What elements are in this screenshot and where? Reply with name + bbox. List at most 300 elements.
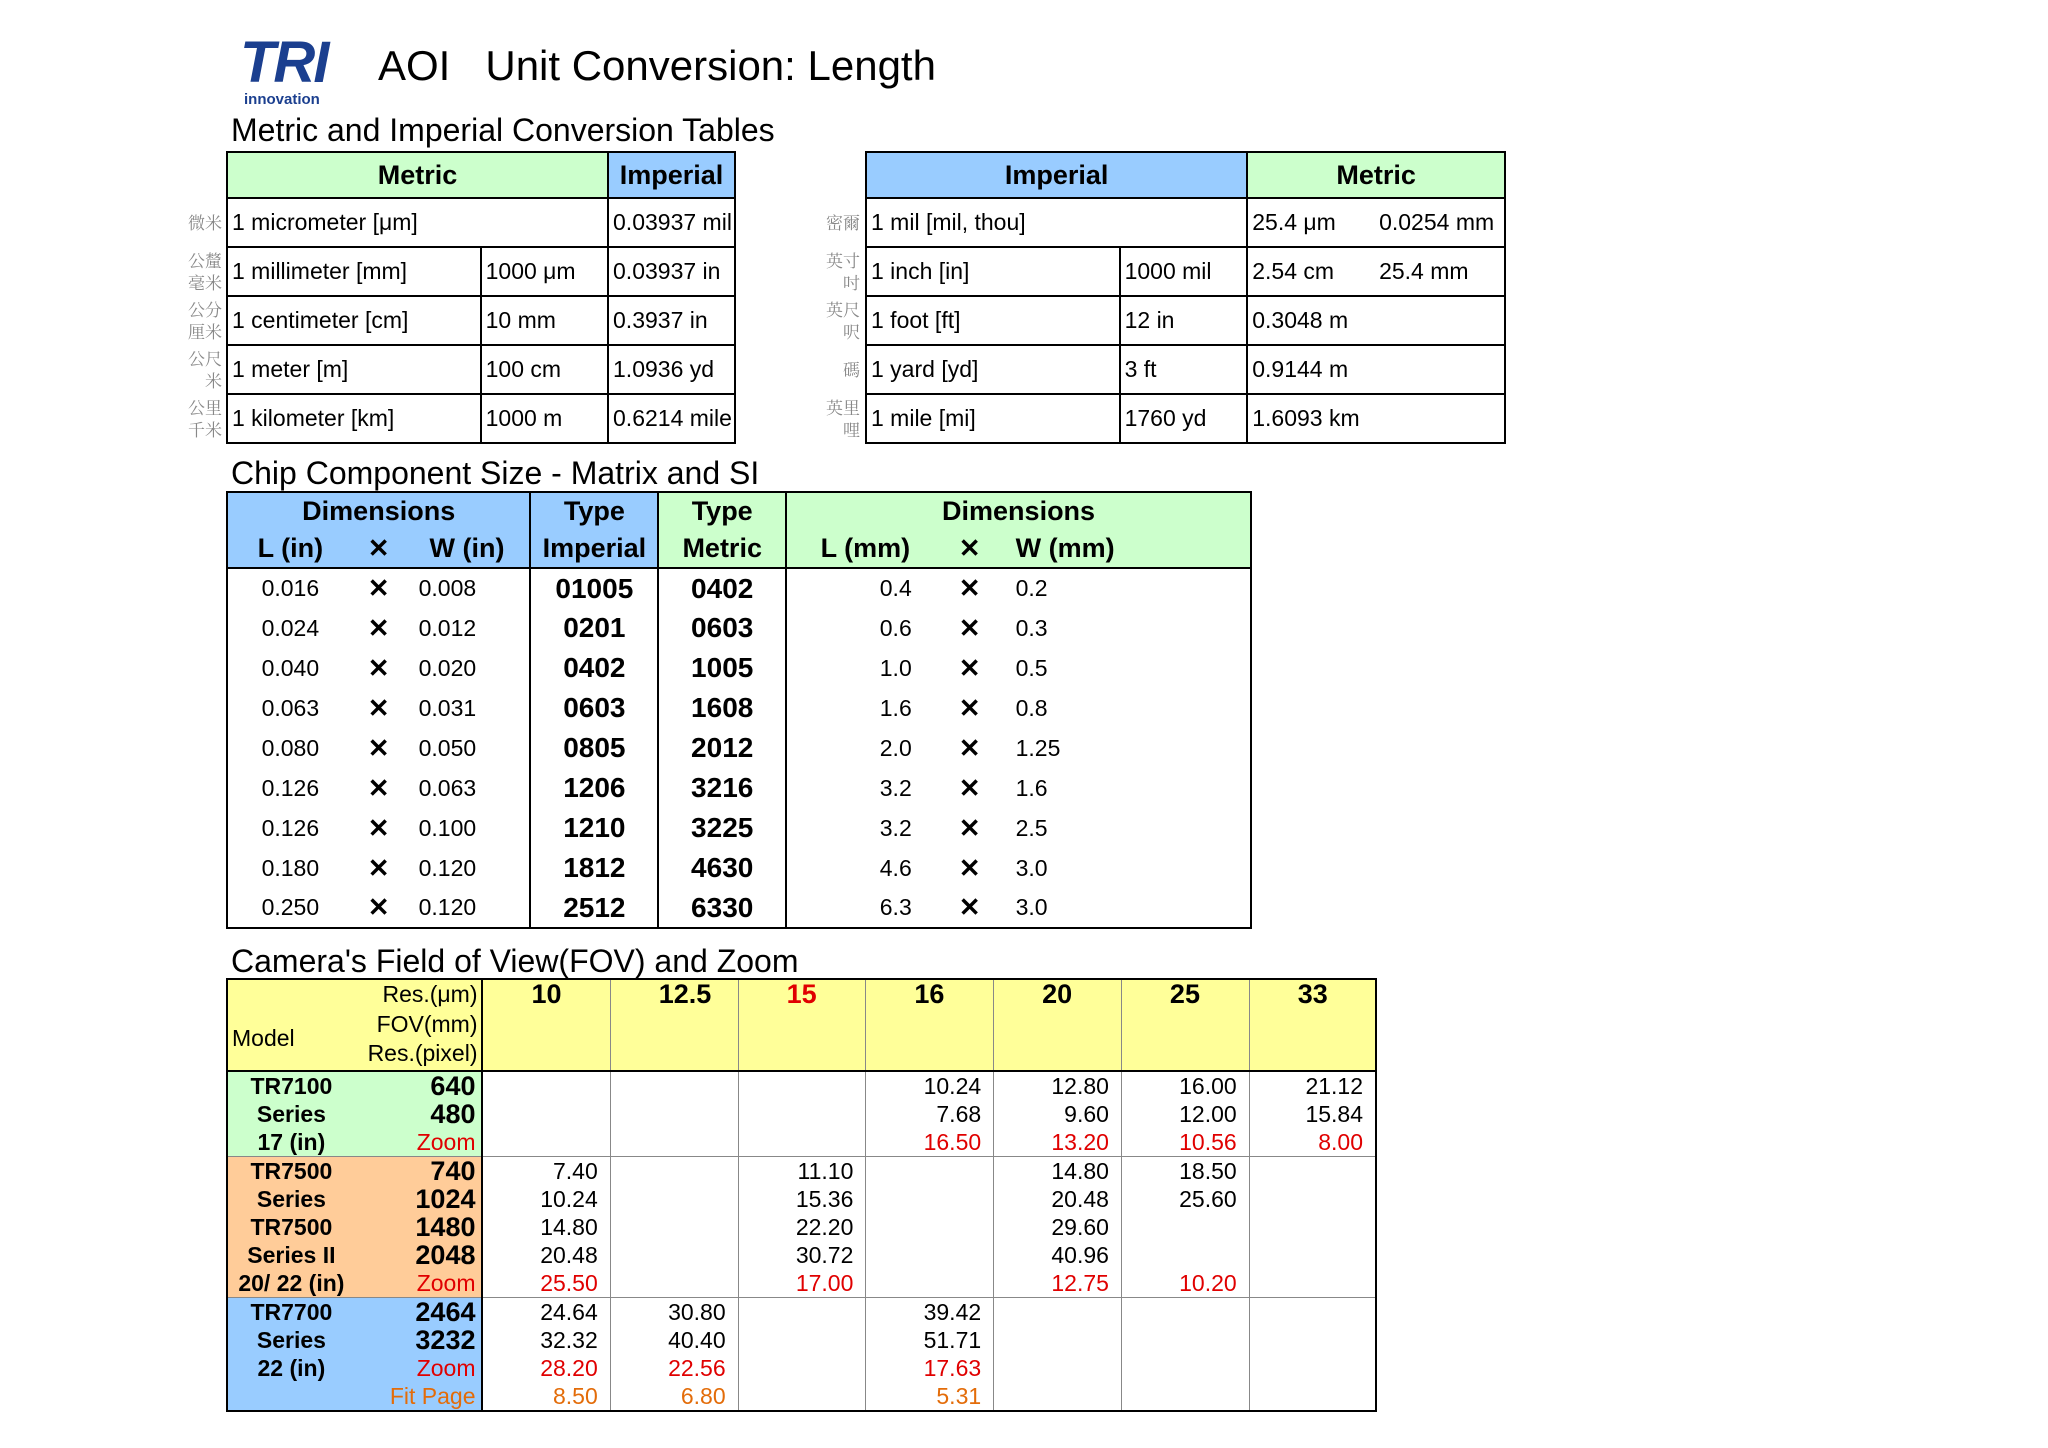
times-icon: ✕ [367, 652, 390, 683]
width-mm: 0.3 [1015, 614, 1048, 641]
fov-value [1250, 1241, 1363, 1269]
length-in: 0.080 [261, 734, 320, 761]
imperial-value: 0.3937 in [608, 296, 735, 345]
imperial-value: 0.6214 mile [608, 394, 735, 443]
chip-row [227, 648, 1251, 688]
times-icon: ✕ [944, 530, 996, 568]
type-metric: 1005 [658, 648, 786, 688]
fov-value [1250, 1326, 1363, 1354]
logo-subtext: innovation [244, 91, 320, 108]
tr7500-pixels [355, 1157, 483, 1298]
fov-cell [994, 1298, 1122, 1412]
times-icon: ✕ [367, 772, 390, 803]
header-dimensions-in: Dimensions [227, 492, 530, 530]
fov-value: 9.60 [1064, 1101, 1109, 1127]
chip-size-table [226, 491, 1252, 929]
resolution-header: 15 [738, 979, 866, 1071]
header-type-metric: Type [658, 492, 786, 530]
zoom-value [1122, 1354, 1237, 1382]
fov-value: 14.80 [540, 1214, 598, 1240]
fov-cell [994, 1071, 1122, 1157]
fov-value: 30.72 [795, 1242, 854, 1268]
header-metric: Metric [1247, 152, 1505, 198]
fov-value: 20.48 [540, 1242, 598, 1268]
header-imperial: Imperial [530, 530, 658, 568]
header-metric: Metric [658, 530, 786, 568]
fov-value: 30.80 [668, 1299, 726, 1325]
resolution-header: 20 [994, 979, 1122, 1071]
zoom-value [611, 1269, 726, 1297]
model-line: 22 (in) [257, 1355, 326, 1381]
pixel-value: 740 [430, 1156, 476, 1186]
metric-value: 0.9144 m [1247, 345, 1375, 394]
model-line: TR7100 [250, 1073, 333, 1099]
chinese-unit-label: 公里 千米 [188, 399, 222, 441]
type-imperial: 1210 [530, 808, 658, 848]
header-res-pixel: Res.(pixel) [367, 1040, 478, 1066]
chinese-unit-label: 英尺 呎 [826, 301, 860, 343]
chinese-unit-label: 密爾 [826, 214, 860, 234]
chip-row [227, 848, 1251, 888]
fov-cell [866, 1157, 994, 1298]
zoom-value: 8.00 [1318, 1129, 1363, 1155]
times-icon: ✕ [958, 892, 981, 922]
model-line: TR7500 [250, 1214, 333, 1240]
model-line: Series [256, 1186, 326, 1212]
width-mm: 1.25 [1015, 734, 1061, 761]
fov-value: 14.80 [1051, 1158, 1109, 1184]
type-metric: 3225 [658, 808, 786, 848]
fov-cell [1121, 1298, 1249, 1412]
zoom-value: 17.63 [923, 1355, 982, 1381]
imperial-equivalent: 12 in [1120, 296, 1248, 345]
length-in: 0.040 [261, 654, 320, 681]
fov-cell [866, 1071, 994, 1157]
fov-value [1250, 1298, 1363, 1326]
tr7100-model [227, 1071, 355, 1157]
fov-value [1122, 1213, 1237, 1241]
fov-value: 39.42 [923, 1299, 982, 1325]
type-metric: 2012 [658, 728, 786, 768]
zoom-value [994, 1354, 1109, 1382]
conversion-row [866, 296, 1505, 345]
pixel-value: 1024 [415, 1184, 476, 1214]
chip-row [227, 688, 1251, 728]
fov-value [1122, 1298, 1237, 1326]
conversion-row [866, 394, 1505, 443]
times-icon: ✕ [958, 652, 981, 683]
length-mm: 1.6 [786, 688, 944, 728]
metric-conversion-table [226, 151, 736, 444]
header-l-in: L (in) [227, 530, 353, 568]
zoom-value: 16.50 [923, 1129, 982, 1155]
fov-value [483, 1100, 597, 1128]
chip-row [227, 888, 1251, 928]
type-metric: 3216 [658, 768, 786, 808]
fov-value [1250, 1157, 1363, 1185]
model-line: Series [256, 1327, 326, 1353]
fov-value: 7.40 [552, 1158, 598, 1184]
metric-value-alt: 25.4 mm [1375, 247, 1505, 296]
type-imperial: 1206 [530, 768, 658, 808]
fov-value [739, 1072, 854, 1100]
zoom-value: 13.20 [1051, 1129, 1109, 1155]
length-mm: 0.4 [786, 568, 944, 608]
length-in: 0.126 [261, 774, 320, 801]
length-in: 0.126 [261, 814, 320, 841]
imperial-value: 1.0936 yd [608, 345, 735, 394]
imperial-conversion-table [865, 151, 1506, 444]
fov-value [611, 1157, 726, 1185]
chip-row [227, 568, 1251, 608]
resolution-header: 16 [866, 979, 994, 1071]
fov-value: 22.20 [795, 1214, 854, 1240]
fov-value [1250, 1213, 1363, 1241]
length-in: 0.024 [261, 614, 320, 641]
resolution-header: 25 [1121, 979, 1249, 1071]
pixel-value: Zoom [416, 1355, 476, 1381]
metric-unit: 1 millimeter [mm] [227, 247, 481, 296]
fov-value: 51.71 [923, 1327, 982, 1353]
pixel-value: 3232 [415, 1325, 476, 1355]
times-icon: ✕ [367, 852, 390, 883]
fov-value [739, 1298, 854, 1326]
chinese-unit-label: 公尺 米 [188, 350, 222, 392]
tr7100-group [227, 1071, 1376, 1157]
fov-value: 7.68 [936, 1101, 982, 1127]
width-mm: 3.0 [1015, 854, 1048, 881]
resolution-header: 33 [1249, 979, 1376, 1071]
fov-cell [1249, 1298, 1376, 1412]
metric-equivalent: 1000 μm [481, 247, 608, 296]
type-metric: 4630 [658, 848, 786, 888]
fov-value [611, 1241, 726, 1269]
length-mm: 6.3 [786, 888, 944, 928]
model-line: Series [256, 1101, 326, 1127]
times-icon: ✕ [367, 732, 390, 763]
metric-value-alt [1375, 394, 1505, 443]
length-mm: 1.0 [786, 648, 944, 688]
fit-page-value [739, 1382, 854, 1410]
fov-cell [610, 1157, 738, 1298]
width-mm: 2.5 [1015, 814, 1048, 841]
imperial-unit: 1 inch [in] [866, 247, 1120, 296]
fov-value [739, 1326, 854, 1354]
fov-header-row [227, 979, 1376, 1071]
fit-page-value [994, 1382, 1109, 1410]
fov-value: 10.24 [540, 1186, 598, 1212]
fov-cell [482, 1071, 610, 1157]
header-dimensions-mm: Dimensions [786, 492, 1251, 530]
conversion-row [227, 345, 735, 394]
metric-value: 2.54 cm [1247, 247, 1375, 296]
metric-value: 0.3048 m [1247, 296, 1375, 345]
pixel-value: 1480 [415, 1212, 476, 1242]
times-icon: ✕ [367, 892, 390, 922]
pixel-value: 480 [430, 1099, 476, 1129]
fov-value: 15.84 [1305, 1101, 1363, 1127]
imperial-value: 0.03937 mil [608, 198, 735, 247]
conversion-row [866, 247, 1505, 296]
pixel-value: Zoom [416, 1270, 476, 1296]
fov-cell [482, 1298, 610, 1412]
zoom-value: 10.56 [1179, 1129, 1237, 1155]
imperial-unit: 1 yard [yd] [866, 345, 1120, 394]
fov-value [1122, 1241, 1237, 1269]
length-mm: 3.2 [786, 768, 944, 808]
fit-page-value: 8.50 [552, 1383, 598, 1409]
metric-value-alt [1375, 345, 1505, 394]
tr7700-group [227, 1298, 1376, 1412]
fov-value: 15.36 [795, 1186, 854, 1212]
zoom-value [739, 1354, 854, 1382]
metric-value-alt [1375, 296, 1505, 345]
metric-value: 1.6093 km [1247, 394, 1375, 443]
imperial-equivalent: 1760 yd [1120, 394, 1248, 443]
header-model: Model [232, 1025, 295, 1051]
metric-section-title: Metric and Imperial Conversion Tables [231, 112, 775, 148]
type-imperial: 01005 [530, 568, 658, 608]
fov-value [1250, 1185, 1363, 1213]
type-imperial: 2512 [530, 888, 658, 928]
chinese-unit-label: 微米 [188, 214, 222, 234]
fov-value: 25.60 [1179, 1186, 1237, 1212]
fov-value [611, 1072, 726, 1100]
metric-value-alt: 0.0254 mm [1375, 198, 1505, 247]
fov-value: 24.64 [540, 1299, 598, 1325]
times-icon: ✕ [958, 692, 981, 723]
conversion-row [227, 247, 735, 296]
length-mm: 0.6 [786, 608, 944, 648]
header-w-mm: W (mm) [996, 530, 1251, 568]
fov-value: 11.10 [797, 1158, 854, 1184]
width-in: 0.012 [418, 614, 477, 641]
resolution-header: 12.5 [610, 979, 738, 1071]
fov-value: 20.48 [1051, 1186, 1109, 1212]
length-in: 0.016 [261, 575, 320, 601]
zoom-value [866, 1269, 981, 1297]
width-in: 0.100 [418, 814, 477, 841]
tr7500-model [227, 1157, 355, 1298]
fov-value [866, 1241, 981, 1269]
fov-cell [610, 1298, 738, 1412]
zoom-value: 10.20 [1179, 1270, 1237, 1296]
model-line: TR7500 [250, 1158, 333, 1184]
imperial-unit: 1 foot [ft] [866, 296, 1120, 345]
metric-unit: 1 meter [m] [227, 345, 481, 394]
header-fov-mm: FOV(mm) [376, 1011, 478, 1037]
times-icon: ✕ [958, 612, 981, 643]
zoom-value: 17.00 [795, 1270, 854, 1296]
metric-unit: 1 micrometer [μm] [227, 198, 608, 247]
zoom-value: 22.56 [668, 1355, 726, 1381]
times-icon: ✕ [958, 772, 981, 803]
fov-value: 12.00 [1179, 1101, 1237, 1127]
zoom-value [739, 1128, 854, 1156]
fov-cell [610, 1071, 738, 1157]
fov-section-title: Camera's Field of View(FOV) and Zoom [231, 943, 799, 979]
width-in: 0.031 [418, 694, 477, 721]
width-mm: 0.8 [1015, 694, 1048, 721]
pixel-value: Zoom [416, 1129, 476, 1155]
zoom-value [483, 1128, 597, 1156]
width-in: 0.050 [418, 734, 477, 761]
fov-cell [994, 1157, 1122, 1298]
chinese-unit-label: 公分 厘米 [188, 301, 222, 343]
chinese-unit-label: 英里 哩 [826, 399, 860, 441]
length-in: 0.250 [261, 894, 320, 920]
conversion-row [227, 296, 735, 345]
chip-row [227, 808, 1251, 848]
header-res-um: Res.(μm) [382, 981, 478, 1007]
pixel-value: 2048 [415, 1240, 476, 1270]
fov-value [994, 1326, 1109, 1354]
zoom-value [611, 1128, 726, 1156]
width-mm: 0.2 [1015, 575, 1048, 601]
fov-zoom-table [226, 978, 1377, 1412]
width-mm: 3.0 [1015, 894, 1048, 920]
header-metric: Metric [227, 152, 608, 198]
metric-unit: 1 centimeter [cm] [227, 296, 481, 345]
fit-page-value: 6.80 [680, 1383, 726, 1409]
metric-equivalent: 10 mm [481, 296, 608, 345]
type-imperial: 0603 [530, 688, 658, 728]
length-in: 0.180 [261, 854, 320, 881]
times-icon: ✕ [367, 573, 390, 603]
zoom-value [1250, 1354, 1363, 1382]
pixel-value: 2464 [415, 1297, 476, 1327]
fov-value [611, 1185, 726, 1213]
fov-value: 10.24 [923, 1073, 982, 1099]
width-in: 0.120 [418, 854, 477, 881]
type-imperial: 0805 [530, 728, 658, 768]
imperial-unit: 1 mile [mi] [866, 394, 1120, 443]
conversion-row [866, 345, 1505, 394]
times-icon: ✕ [958, 852, 981, 883]
fov-value [866, 1157, 981, 1185]
type-metric: 0402 [658, 568, 786, 608]
fov-axis-header [227, 979, 482, 1071]
header-imperial: Imperial [608, 152, 735, 198]
length-mm: 2.0 [786, 728, 944, 768]
width-in: 0.063 [418, 774, 477, 801]
conversion-row [227, 198, 735, 247]
imperial-equivalent: 3 ft [1120, 345, 1248, 394]
fov-value [866, 1213, 981, 1241]
model-line: TR7700 [250, 1299, 333, 1325]
times-icon: ✕ [367, 692, 390, 723]
length-in: 0.063 [261, 694, 320, 721]
fov-value: 32.32 [540, 1327, 598, 1353]
width-in: 0.008 [418, 575, 477, 601]
pixel-value: Fit Page [389, 1383, 476, 1409]
zoom-value [1250, 1269, 1363, 1297]
fov-cell [1249, 1157, 1376, 1298]
width-mm: 0.5 [1015, 654, 1048, 681]
width-in: 0.120 [418, 894, 477, 920]
resolution-header: 10 [482, 979, 610, 1071]
times-icon: ✕ [958, 812, 981, 843]
times-icon: ✕ [958, 573, 981, 603]
chinese-unit-label: 碼 [843, 361, 860, 381]
metric-value: 25.4 μm [1247, 198, 1375, 247]
length-mm: 3.2 [786, 808, 944, 848]
header-imperial: Imperial [866, 152, 1247, 198]
times-icon: ✕ [367, 612, 390, 643]
metric-unit: 1 kilometer [km] [227, 394, 481, 443]
fov-value [994, 1298, 1109, 1326]
model-line: 17 (in) [257, 1129, 326, 1155]
width-in: 0.020 [418, 654, 477, 681]
type-imperial: 0402 [530, 648, 658, 688]
fov-value: 12.80 [1051, 1073, 1109, 1099]
type-metric: 1608 [658, 688, 786, 728]
times-icon: ✕ [367, 812, 390, 843]
logo-mark: TRI [240, 30, 328, 95]
fov-cell [866, 1298, 994, 1412]
fov-value [739, 1100, 854, 1128]
fov-value [866, 1185, 981, 1213]
page-title: AOI Unit Conversion: Length [378, 42, 936, 89]
header-w-in: W (in) [405, 530, 531, 568]
fov-value: 16.00 [1179, 1073, 1237, 1099]
times-icon: ✕ [958, 732, 981, 763]
fov-value [611, 1213, 726, 1241]
tr7500-group [227, 1157, 1376, 1298]
type-metric: 6330 [658, 888, 786, 928]
chip-row [227, 728, 1251, 768]
tr7700-pixels [355, 1298, 483, 1412]
zoom-value: 12.75 [1051, 1270, 1109, 1296]
conversion-row [866, 198, 1505, 247]
fov-cell [738, 1157, 866, 1298]
type-imperial: 1812 [530, 848, 658, 888]
imperial-value: 0.03937 in [608, 247, 735, 296]
metric-equivalent: 1000 m [481, 394, 608, 443]
zoom-value: 28.20 [540, 1355, 598, 1381]
chinese-unit-label: 英寸 吋 [826, 252, 860, 294]
imperial-unit: 1 mil [mil, thou] [866, 198, 1247, 247]
length-mm: 4.6 [786, 848, 944, 888]
fit-page-value: 5.31 [936, 1383, 982, 1409]
fov-value: 40.96 [1051, 1242, 1109, 1268]
imperial-equivalent: 1000 mil [1120, 247, 1248, 296]
fit-page-value [1250, 1382, 1363, 1410]
fov-value: 29.60 [1051, 1214, 1109, 1240]
chip-row [227, 608, 1251, 648]
fov-cell [1249, 1071, 1376, 1157]
fov-value [483, 1072, 597, 1100]
type-metric: 0603 [658, 608, 786, 648]
model-line [228, 1382, 355, 1410]
fov-cell [738, 1298, 866, 1412]
fov-value [611, 1100, 726, 1128]
fov-cell [738, 1071, 866, 1157]
zoom-value: 25.50 [540, 1270, 598, 1296]
conversion-row [227, 394, 735, 443]
metric-equivalent: 100 cm [481, 345, 608, 394]
times-icon: ✕ [353, 530, 405, 568]
chip-row [227, 768, 1251, 808]
header-type-imperial: Type [530, 492, 658, 530]
fov-cell [1121, 1071, 1249, 1157]
tri-logo [240, 30, 335, 108]
tr7100-pixels [355, 1071, 483, 1157]
fov-value: 21.12 [1305, 1073, 1363, 1099]
header-l-mm: L (mm) [786, 530, 944, 568]
chip-section-title: Chip Component Size - Matrix and SI [231, 455, 760, 491]
fov-value: 40.40 [668, 1327, 726, 1353]
